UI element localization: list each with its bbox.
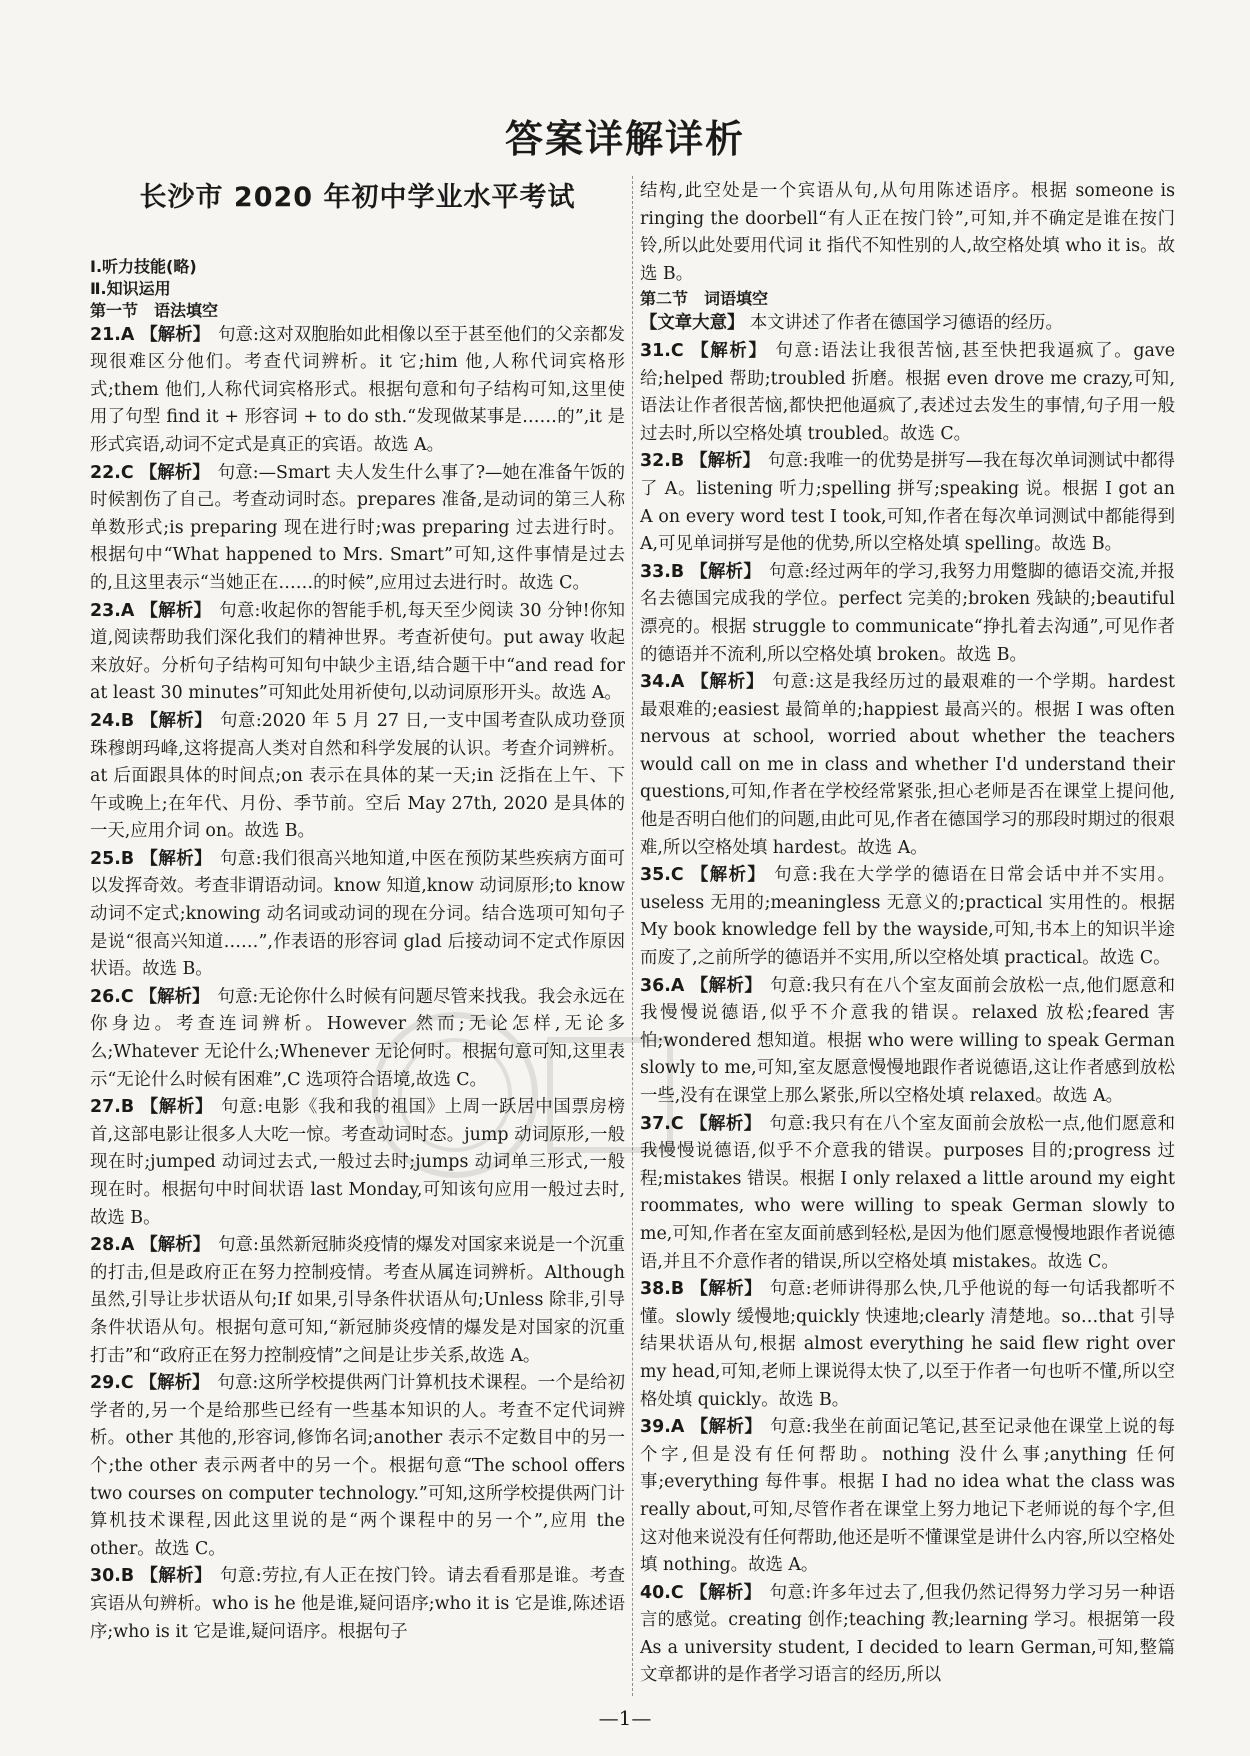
item-number: 26. xyxy=(90,986,121,1007)
item-text: 句意:这所学校提供两门计算机技术课程。一个是给初学者的,另一个是给那些已经有一些基本知识的人。考查不定代词辨析。other 其他的,形容词,修饰名词;another 表示不定数目中的另一个;the other 表示两者中的另一个。根据句意“The school offers two courses on computer technology.”可知,这所学校提供两门计算机技术课程,因此这里说的是“两个课程中的另一个”,应用 the other。故选 C。 xyxy=(90,1373,625,1559)
item-number: 34. xyxy=(640,672,671,693)
analysis-tag: 【解析】 xyxy=(690,672,765,693)
answer-item xyxy=(640,559,1175,669)
answer-item xyxy=(640,1580,1175,1690)
section-part1: 第一节 语法填空 xyxy=(90,300,219,320)
item-answer: C xyxy=(120,462,134,483)
item-text: 句意:电影《我和我的祖国》上周一跃居中国票房榜首,这部电影让很多人大吃一惊。考查动词时态。jump 动词原形,一般现在时;jumped 动词过去式,一般过去时;jumps 动词单三形式,一般现在时。根据句中时间状语 last Monday,可知该句应用一般过去时,故选 B。 xyxy=(90,1097,625,1228)
item-answer: A xyxy=(670,1417,685,1438)
item-answer: B xyxy=(670,451,685,472)
page-title: 答案详解详析 xyxy=(504,117,745,161)
answer-item xyxy=(90,984,625,1094)
answer-item xyxy=(640,1414,1175,1580)
item-answer: A xyxy=(670,672,685,693)
item-text: 句意:我只有在八个室友面前会放松一点,他们愿意和我慢慢说德语,似乎不介意我的错误。relaxed 放松;feared 害怕;wondered 想知道。根据 who were willing to speak German slowly to me,可知,室友愿意慢慢地跟作者说德语,这让作者感到放松一些,没有在课堂上那么紧张,所以空格处填 relaxed。故选 A。 xyxy=(640,975,1175,1106)
analysis-tag: 【解析】 xyxy=(139,986,210,1007)
item-number: 23. xyxy=(90,600,121,621)
item-answer: B xyxy=(120,710,135,731)
item-number: 28. xyxy=(90,1235,121,1256)
item-text: 句意:我只有在八个室友面前会放松一点,他们愿意和我慢慢说德语,似乎不介意我的错误。purposes 目的;progress 过程;mistakes 错误。根据 I only relaxed a little around my eight roommates, who were willing to speak German slowly to me,可知,作者在室友面前感到轻松,是因为他们愿意慢慢地跟作者说德语,并且不介意作者的错误,所以空格处填 mistakes。故选 C。 xyxy=(640,1113,1175,1272)
item-number: 32. xyxy=(640,451,671,472)
answer-item xyxy=(640,1111,1175,1277)
item-text: 句意:劳拉,有人正在按门铃。请去看看那是谁。考查宾语从句辨析。who is he 他是谁,疑问语序;who it is 它是谁,陈述语序;who is it 它是谁,疑问语序。根据句子 xyxy=(90,1566,625,1642)
summary-text: 本文讲述了作者在德国学习德语的经历。 xyxy=(749,313,1063,334)
analysis-tag: 【解析】 xyxy=(689,1113,762,1134)
item-number: 25. xyxy=(90,848,121,869)
item-answer: B xyxy=(120,1566,135,1587)
section-knowledge: Ⅱ.知识运用 xyxy=(90,278,171,298)
item-text: 句意:语法让我很苦恼,甚至快把我逼疯了。gave 给;helped 帮助;troubled 折磨。根据 even drove me crazy,可知,语法让作者很苦恼,都快把他逼疯了,表述过去发生的事情,句子用一般过去时,所以空格处填 troubled。故选 C。 xyxy=(640,340,1175,444)
item-answer: C xyxy=(120,986,134,1007)
analysis-tag: 【解析】 xyxy=(139,1373,210,1394)
page-number: —1— xyxy=(598,1706,652,1730)
item-answer: C xyxy=(670,340,684,361)
item-number: 31. xyxy=(640,340,671,361)
item-number: 29. xyxy=(90,1373,121,1394)
item-text: 句意:—Smart 夫人发生什么事了?—她在准备午饭的时候割伤了自己。考查动词时态。prepares 准备,是动词的第三人称单数形式;is preparing 现在进行时;was preparing 过去进行时。根据句中“What happened to Mrs. Smart”可知,这件事情是过去的,且这里表示“当她正在……的时候”,应用过去进行时。故选 C。 xyxy=(90,462,625,593)
item-text: 句意:经过两年的学习,我努力用蹩脚的德语交流,并报名去德国完成我的学位。perfect 完美的;broken 残缺的;beautiful 漂亮的。根据 struggle to communicate“挣扎着去沟通”,可见作者的德语并不流利,所以空格处填 broken。故选 B。 xyxy=(640,561,1175,665)
item-number: 39. xyxy=(640,1417,671,1438)
item-answer: A xyxy=(120,324,135,345)
analysis-tag: 【解析】 xyxy=(140,1097,214,1118)
analysis-tag: 【解析】 xyxy=(690,451,760,472)
item-answer: C xyxy=(670,1582,684,1603)
analysis-tag: 【解析】 xyxy=(689,1582,762,1603)
item-text: 句意:收起你的智能手机,每天至少阅读 30 分钟!你知道,阅读帮助我们深化我们的精神世界。考查祈使句。put away 收起来放好。分析句子结构可知句中缺少主语,结合题干中“and read for at least 30 minutes”可知此处用祈使句,以动词原形开头。故选 A。 xyxy=(90,600,625,704)
item-number: 38. xyxy=(640,1279,671,1300)
analysis-tag: 【解析】 xyxy=(140,1566,213,1587)
item-answer: A xyxy=(120,1235,135,1256)
analysis-tag: 【解析】 xyxy=(690,1279,763,1300)
analysis-tag: 【解析】 xyxy=(689,340,768,361)
left-answer-list xyxy=(90,322,625,1647)
item-number: 27. xyxy=(90,1097,121,1118)
answer-item xyxy=(90,1232,625,1370)
answer-item xyxy=(90,460,625,598)
item-text: 句意:2020 年 5 月 27 日,一支中国考查队成功登顶珠穆朗玛峰,这将提高人类对自然和科学发展的认识。考查介词辨析。at 后面跟具体的时间点;on 表示在具体的某一天;in 泛指在上午、下午或晚上;在年代、月份、季节前。空后 May 27th, 2020 是具体的一天,应用介词 on。故选 B。 xyxy=(90,710,625,842)
item-text: 句意:这是我经历过的最艰难的一个学期。hardest 最艰难的;easiest 最简单的;happiest 最高兴的。根据 I was often nervous at school, worried about whether the teachers would call on me in class and whether I'd understand their questions,可知,作者在学校经常紧张,担心老师是否在课堂上提问他,他是否明白他们的问题,由此可见,作者在德国学习的那段时期过的很艰难,所以空格处填 hardest。故选 A。 xyxy=(640,672,1175,858)
answer-item xyxy=(90,846,625,984)
item-number: 30. xyxy=(90,1566,121,1587)
exam-title: 长沙市 2020 年初中学业水平考试 xyxy=(139,182,576,213)
item-number: 36. xyxy=(640,975,671,996)
item-text: 句意:我唯一的优势是拼写—我在每次单词测试中都得了 A。listening 听力;spelling 拼写;speaking 说。根据 I got an A on every word test I took,可知,作者在每次单词测试中都能得到 A,可见单词拼写是他的优势,所以空格处填 spelling。故选 B。 xyxy=(640,451,1175,555)
section-listening: Ⅰ.听力技能(略) xyxy=(90,256,197,276)
item-number: 24. xyxy=(90,710,121,731)
analysis-tag: 【解析】 xyxy=(140,848,213,869)
item-answer: B xyxy=(670,1279,685,1300)
left-column xyxy=(90,178,625,1646)
analysis-tag: 【解析】 xyxy=(690,975,763,996)
item-number: 37. xyxy=(640,1113,671,1134)
column-divider xyxy=(632,176,633,1696)
right-column xyxy=(640,178,1175,1690)
q30-continuation: 结构,此空处是一个宾语从句,从句用陈述语序。根据 someone is ringing the doorbell“有人正在按门铃”,可知,并不确定是谁在按门铃,所以此处要用代词 it 指代不知性别的人,故空格处填 who it is。故选 B。 xyxy=(640,181,1175,284)
item-text: 句意:许多年过去了,但我仍然记得努力学习另一种语言的感觉。creating 创作;teaching 教;learning 学习。根据第一段 As a university student, I decided to learn German,可知,整篇文章都讲的是作者学习语言的经历,所以 xyxy=(640,1582,1175,1686)
right-answer-list xyxy=(640,338,1175,1690)
answer-item xyxy=(90,322,625,460)
item-number: 22. xyxy=(90,462,121,483)
item-text: 句意:我们很高兴地知道,中医在预防某些疾病方面可以发挥奇效。考查非谓语动词。know 知道,know 动词原形;to know 动词不定式;knowing 动名词或动词的现在分词。结合选项可知句子是说“很高兴知道……”,作表语的形容词 glad 后接动词不定式作原因状语。故选 B。 xyxy=(90,848,625,980)
analysis-tag: 【解析】 xyxy=(139,462,210,483)
summary-label: 【文章大意】 xyxy=(640,313,745,334)
item-number: 33. xyxy=(640,561,671,582)
answer-item xyxy=(90,708,625,846)
answer-item xyxy=(640,862,1175,972)
answer-item xyxy=(640,338,1175,448)
item-answer: C xyxy=(670,865,684,886)
answer-item xyxy=(90,1094,625,1232)
item-answer: C xyxy=(670,1113,684,1134)
analysis-tag: 【解析】 xyxy=(689,865,767,886)
item-text: 句意:老师讲得那么快,几乎他说的每一句话我都听不懂。slowly 缓慢地;quickly 快速地;clearly 清楚地。so…that 引导结果状语从句,根据 almost everything he said flew right over my head,可知,老师上课说得太快了,以至于作者一句也听不懂,所以空格处填 quickly。故选 B。 xyxy=(640,1279,1175,1410)
answer-item xyxy=(640,1276,1175,1414)
answer-item xyxy=(90,598,625,708)
item-text: 句意:我坐在前面记笔记,甚至记录他在课堂上说的每个字,但是没有任何帮助。nothing 没什么事;anything 任何事;everything 每件事。根据 I had no idea what the class was really about,可知,尽管作者在课堂上努力地记下老师说的每个字,但这对他来说没有任何帮助,他还是听不懂课堂是讲什么内容,所以空格处填 nothing。故选 A。 xyxy=(640,1417,1175,1576)
item-answer: B xyxy=(120,848,135,869)
analysis-tag: 【解析】 xyxy=(690,561,761,582)
answer-item xyxy=(640,448,1175,558)
article-summary xyxy=(640,310,1175,338)
analysis-tag: 【解析】 xyxy=(140,1235,211,1256)
section-part2: 第二节 词语填空 xyxy=(640,289,769,309)
item-text: 句意:我在大学学的德语在日常会话中并不实用。useless 无用的;meaningless 无意义的;practical 实用性的。根据 My book knowledge fell by the wayside,可知,书本上的知识半途而废了,之前所学的德语并不实用,所以空格处填 practical。故选 C。 xyxy=(640,865,1175,969)
item-answer: A xyxy=(120,600,135,621)
answer-item xyxy=(90,1370,625,1563)
item-text: 句意:虽然新冠肺炎疫情的爆发对国家来说是一个沉重的打击,但是政府正在努力控制疫情。考查从属连词辨析。Although 虽然,引导让步状语从句;If 如果,引导条件状语从句;Unless 除非,引导条件状语从句。根据句意可知,“新冠肺炎疫情的爆发是对国家的沉重打击”和“政府正在努力控制疫情”之间是让步关系,故选 A。 xyxy=(90,1235,625,1366)
item-number: 40. xyxy=(640,1582,671,1603)
item-answer: B xyxy=(120,1097,135,1118)
item-text: 句意:这对双胞胎如此相像以至于甚至他们的父亲都发现很难区分他们。考查代词辨析。it 它;him 他,人称代词宾格形式;them 他们,人称代词宾格形式。根据句意和句子结构可知,这里使用了句型 find it + 形容词 + to do sth.“发现做某事是……的”,it 是形式宾语,动词不定式是真正的宾语。故选 A。 xyxy=(90,324,625,455)
item-text: 句意:无论你什么时候有问题尽管来找我。我会永远在你身边。考查连词辨析。However 然而;无论怎样,无论多么;Whatever 无论什么;Whenever 无论何时。根据句意可知,这里表示“无论什么时候有困难”,C 选项符合语境,故选 C。 xyxy=(90,986,625,1090)
analysis-tag: 【解析】 xyxy=(140,324,211,345)
answer-item xyxy=(640,973,1175,1111)
item-number: 35. xyxy=(640,865,671,886)
analysis-tag: 【解析】 xyxy=(690,1417,763,1438)
answer-item xyxy=(90,1563,625,1646)
answer-item xyxy=(640,669,1175,862)
item-answer: C xyxy=(120,1373,134,1394)
analysis-tag: 【解析】 xyxy=(140,710,213,731)
item-answer: B xyxy=(670,561,685,582)
analysis-tag: 【解析】 xyxy=(140,600,212,621)
item-answer: A xyxy=(670,975,685,996)
item-number: 21. xyxy=(90,324,121,345)
